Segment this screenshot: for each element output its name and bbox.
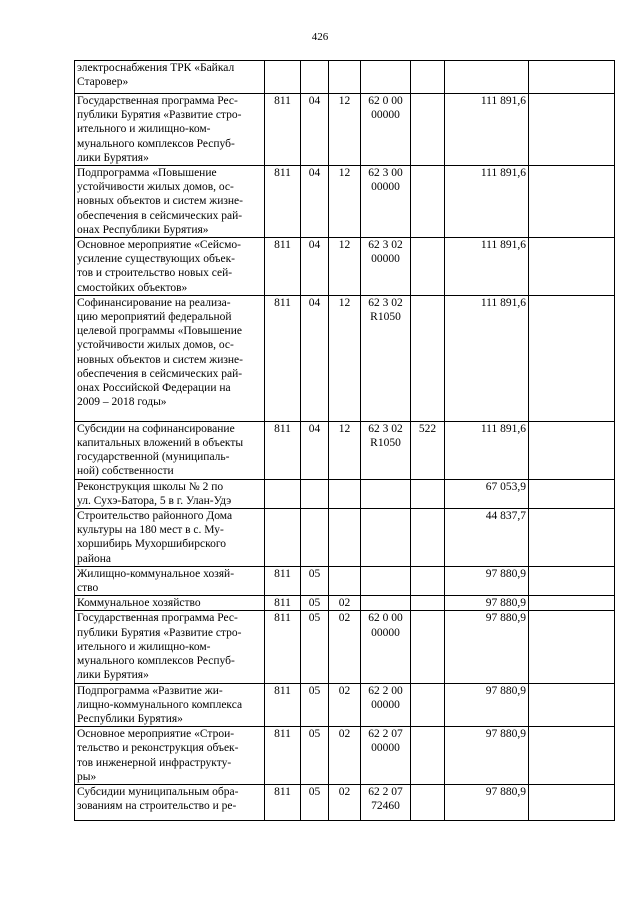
- empty-cell: [529, 238, 615, 296]
- section-code-cell: 05: [301, 727, 329, 785]
- table-row: [75, 566, 615, 595]
- table-row: [75, 421, 615, 479]
- item-name-cell-line: Реконструкция школы № 2 по: [77, 480, 224, 493]
- item-name-cell-line: Софинансирование на реализа-: [77, 296, 231, 309]
- table-row: [75, 596, 615, 611]
- expense-type-cell: 522: [411, 421, 445, 479]
- item-name-cell-line: Старовер»: [77, 76, 129, 89]
- expense-type-cell: [411, 566, 445, 595]
- item-name-cell: [75, 238, 265, 296]
- subsection-code-cell: 12: [329, 94, 361, 166]
- ministry-code-cell: [265, 509, 301, 567]
- expense-type-cell: [411, 295, 445, 421]
- table-row: [75, 166, 615, 238]
- ministry-code-cell: 811: [265, 238, 301, 296]
- item-name-cell-line: ул. Сухэ-Батора, 5 в г. Улан-Удэ: [77, 494, 232, 507]
- article-code-cell: [361, 421, 411, 479]
- empty-cell: [529, 566, 615, 595]
- article-code-cell-line: 00000: [371, 626, 400, 639]
- table-row: [75, 94, 615, 166]
- subsection-code-cell: 12: [329, 421, 361, 479]
- item-name-cell-line: ительного и жилищно-ком-: [77, 640, 211, 653]
- article-code-cell-line: 62 3 02: [368, 422, 403, 435]
- section-code-cell: 05: [301, 784, 329, 820]
- item-name-cell-line: онах Российской Федерации на: [77, 382, 231, 395]
- expense-type-cell: [411, 61, 445, 94]
- subsection-code-cell: [329, 61, 361, 94]
- article-code-cell-line: 00000: [371, 698, 400, 711]
- section-code-cell: [301, 509, 329, 567]
- section-code-cell: 05: [301, 596, 329, 611]
- article-code-cell: [361, 166, 411, 238]
- item-name-cell: [75, 61, 265, 94]
- article-code-cell: [361, 479, 411, 508]
- item-name-cell-line: Основное мероприятие «Сейсмо-: [77, 239, 241, 252]
- item-name-cell-line: капитальных вложений в объекты: [77, 437, 244, 450]
- ministry-code-cell: 811: [265, 611, 301, 683]
- item-name-cell-line: Подпрограмма «Повышение: [77, 167, 217, 180]
- subsection-code-cell: 02: [329, 784, 361, 820]
- empty-cell: [529, 611, 615, 683]
- item-name-cell-line: Строительство районного Дома: [77, 510, 233, 523]
- article-code-cell-line: 62 2 07: [368, 785, 403, 798]
- item-name-cell-line: Субсидии муниципальным обра-: [77, 785, 239, 798]
- item-name-cell-line: Государственная программа Рес-: [77, 612, 238, 625]
- amount-cell: 111 891,6: [445, 295, 529, 421]
- item-name-cell: [75, 94, 265, 166]
- subsection-code-cell: 12: [329, 295, 361, 421]
- item-name-cell: [75, 611, 265, 683]
- article-code-cell: [361, 566, 411, 595]
- subsection-code-cell: [329, 479, 361, 508]
- item-name-cell-line: государственной (муниципаль-: [77, 451, 230, 464]
- item-name-cell-line: смостойких объектов»: [77, 281, 188, 294]
- item-name-cell-line: ительного и жилищно-ком-: [77, 123, 211, 136]
- empty-cell: [529, 479, 615, 508]
- item-name-cell: [75, 683, 265, 727]
- subsection-code-cell: [329, 509, 361, 567]
- article-code-cell-line: 00000: [371, 742, 400, 755]
- item-name-cell-line: устойчивости жилых домов, ос-: [77, 181, 234, 194]
- ministry-code-cell: 811: [265, 94, 301, 166]
- item-name-cell-line: лищно-коммунального комплекса: [77, 698, 243, 711]
- item-name-cell: [75, 421, 265, 479]
- empty-cell: [529, 683, 615, 727]
- empty-cell: [529, 727, 615, 785]
- item-name-cell-line: Жилищно-коммунальное хозяй-: [77, 567, 235, 580]
- table-row: [75, 611, 615, 683]
- item-name-cell-line: Коммунальное хозяйство: [77, 597, 201, 610]
- item-name-cell-line: 2009 – 2018 годы»: [77, 396, 167, 409]
- table-body: [75, 61, 615, 821]
- item-name-cell-line: целевой программы «Повышение: [77, 325, 242, 338]
- table-row: [75, 479, 615, 508]
- expense-type-cell: [411, 509, 445, 567]
- empty-cell: [529, 596, 615, 611]
- subsection-code-cell: 02: [329, 611, 361, 683]
- section-code-cell: 04: [301, 421, 329, 479]
- item-name-cell-line: обеспечения в сейсмических рай-: [77, 209, 243, 222]
- empty-cell: [529, 61, 615, 94]
- empty-cell: [529, 166, 615, 238]
- item-name-cell-line: Субсидии на софинансирование: [77, 422, 235, 435]
- item-name-cell: [75, 727, 265, 785]
- table-row: [75, 509, 615, 567]
- item-name-cell-line: мунального комплексов Респуб-: [77, 137, 235, 150]
- expense-type-cell: [411, 479, 445, 508]
- article-code-cell-line: 62 2 00: [368, 684, 403, 697]
- expense-type-cell: [411, 94, 445, 166]
- empty-cell: [529, 94, 615, 166]
- item-name-cell-line: публики Бурятия «Развитие стро-: [77, 626, 242, 639]
- article-code-cell-line: 62 2 07: [368, 728, 403, 741]
- ministry-code-cell: 811: [265, 421, 301, 479]
- article-code-cell-line: R1050: [370, 437, 401, 450]
- item-name-cell-line: ство: [77, 582, 99, 595]
- amount-cell: 44 837,7: [445, 509, 529, 567]
- item-name-cell-line: Подпрограмма «Развитие жи-: [77, 684, 223, 697]
- item-name-cell-line: тельство и реконструкция объек-: [77, 742, 239, 755]
- empty-cell: [529, 295, 615, 421]
- ministry-code-cell: 811: [265, 566, 301, 595]
- item-name-cell-line: новных объектов и систем жизне-: [77, 353, 243, 366]
- section-code-cell: 05: [301, 611, 329, 683]
- expense-type-cell: [411, 683, 445, 727]
- ministry-code-cell: [265, 479, 301, 508]
- item-name-cell-line: района: [77, 552, 112, 565]
- item-name-cell: [75, 295, 265, 421]
- expense-type-cell: [411, 166, 445, 238]
- item-name-cell-line: онах Республики Бурятия»: [77, 223, 209, 236]
- item-name-cell: [75, 784, 265, 820]
- item-name-cell-line: устойчивости жилых домов, ос-: [77, 339, 234, 352]
- ministry-code-cell: 811: [265, 727, 301, 785]
- ministry-code-cell: 811: [265, 295, 301, 421]
- item-name-cell: [75, 509, 265, 567]
- item-name-cell: [75, 566, 265, 595]
- item-name-cell-line: усиление существующих объек-: [77, 253, 236, 266]
- item-name-cell-line: культуры на 180 мест в с. Му-: [77, 524, 224, 537]
- budget-table: [74, 60, 615, 821]
- item-name-cell: [75, 596, 265, 611]
- article-code-cell-line: 62 3 00: [368, 167, 403, 180]
- article-code-cell: [361, 784, 411, 820]
- table-row: [75, 683, 615, 727]
- item-name-cell-line: лики Бурятия»: [77, 669, 149, 682]
- table-row: [75, 238, 615, 296]
- amount-cell: 67 053,9: [445, 479, 529, 508]
- table-row: [75, 61, 615, 94]
- article-code-cell: [361, 61, 411, 94]
- item-name-cell-line: Республики Бурятия»: [77, 712, 183, 725]
- subsection-code-cell: 02: [329, 727, 361, 785]
- item-name-cell-line: тов и строительство новых сей-: [77, 267, 233, 280]
- article-code-cell: [361, 94, 411, 166]
- item-name-cell-line: цию мероприятий федеральной: [77, 311, 232, 324]
- article-code-cell: [361, 295, 411, 421]
- amount-cell: 111 891,6: [445, 421, 529, 479]
- subsection-code-cell: 12: [329, 166, 361, 238]
- item-name-cell: [75, 479, 265, 508]
- article-code-cell: [361, 611, 411, 683]
- amount-cell: 111 891,6: [445, 94, 529, 166]
- article-code-cell: [361, 683, 411, 727]
- ministry-code-cell: 811: [265, 596, 301, 611]
- ministry-code-cell: [265, 61, 301, 94]
- article-code-cell: [361, 596, 411, 611]
- item-name-cell-line: тов инженерной инфраструкту-: [77, 756, 232, 769]
- amount-cell: 111 891,6: [445, 238, 529, 296]
- article-code-cell-line: 62 0 00: [368, 95, 403, 107]
- section-code-cell: 04: [301, 238, 329, 296]
- ministry-code-cell: 811: [265, 784, 301, 820]
- item-name-cell: [75, 166, 265, 238]
- amount-cell: 111 891,6: [445, 166, 529, 238]
- item-name-cell-line: зованиям на строительство и ре-: [77, 800, 237, 813]
- ministry-code-cell: 811: [265, 166, 301, 238]
- article-code-cell-line: 00000: [371, 109, 400, 122]
- empty-cell: [529, 784, 615, 820]
- item-name-cell-line: новных объектов и систем жизне-: [77, 195, 243, 208]
- table-row: [75, 295, 615, 421]
- item-name-cell-line: электроснабжения ТРК «Байкал: [77, 62, 235, 74]
- amount-cell: 97 880,9: [445, 566, 529, 595]
- item-name-cell-line: мунального комплексов Респуб-: [77, 655, 235, 668]
- section-code-cell: [301, 61, 329, 94]
- table-row: [75, 727, 615, 785]
- article-code-cell-line: R1050: [370, 311, 401, 324]
- subsection-code-cell: 12: [329, 238, 361, 296]
- section-code-cell: 05: [301, 566, 329, 595]
- item-name-cell-line: ры»: [77, 770, 97, 783]
- item-name-cell-line: Основное мероприятие «Строи-: [77, 728, 235, 741]
- section-code-cell: 04: [301, 166, 329, 238]
- section-code-cell: 04: [301, 94, 329, 166]
- amount-cell: 97 880,9: [445, 596, 529, 611]
- expense-type-cell: [411, 596, 445, 611]
- article-code-cell: [361, 238, 411, 296]
- section-code-cell: 04: [301, 295, 329, 421]
- ministry-code-cell: 811: [265, 683, 301, 727]
- item-name-cell-line: хоршибирь Мухоршибирского: [77, 538, 227, 551]
- article-code-cell-line: 62 0 00: [368, 612, 403, 625]
- article-code-cell: [361, 727, 411, 785]
- article-code-cell-line: 62 3 02: [368, 296, 403, 309]
- amount-cell: 97 880,9: [445, 784, 529, 820]
- expense-type-cell: [411, 727, 445, 785]
- item-name-cell-line: Государственная программа Рес-: [77, 95, 238, 107]
- subsection-code-cell: 02: [329, 596, 361, 611]
- amount-cell: 97 880,9: [445, 727, 529, 785]
- item-name-cell-line: публики Бурятия «Развитие стро-: [77, 109, 242, 122]
- section-code-cell: [301, 479, 329, 508]
- page-number: 426: [311, 31, 329, 43]
- table-row: [75, 784, 615, 820]
- expense-type-cell: [411, 784, 445, 820]
- amount-cell: 97 880,9: [445, 683, 529, 727]
- article-code-cell-line: 72460: [371, 800, 400, 813]
- section-code-cell: 05: [301, 683, 329, 727]
- expense-type-cell: [411, 611, 445, 683]
- article-code-cell-line: 00000: [371, 253, 400, 266]
- article-code-cell: [361, 509, 411, 567]
- article-code-cell-line: 00000: [371, 181, 400, 194]
- subsection-code-cell: [329, 566, 361, 595]
- item-name-cell-line: обеспечения в сейсмических рай-: [77, 367, 243, 380]
- empty-cell: [529, 421, 615, 479]
- article-code-cell-line: 62 3 02: [368, 239, 403, 252]
- subsection-code-cell: 02: [329, 683, 361, 727]
- amount-cell: [445, 61, 529, 94]
- item-name-cell-line: лики Бурятия»: [77, 151, 149, 164]
- amount-cell: 97 880,9: [445, 611, 529, 683]
- item-name-cell-line: ной) собственности: [77, 465, 174, 478]
- expense-type-cell: [411, 238, 445, 296]
- empty-cell: [529, 509, 615, 567]
